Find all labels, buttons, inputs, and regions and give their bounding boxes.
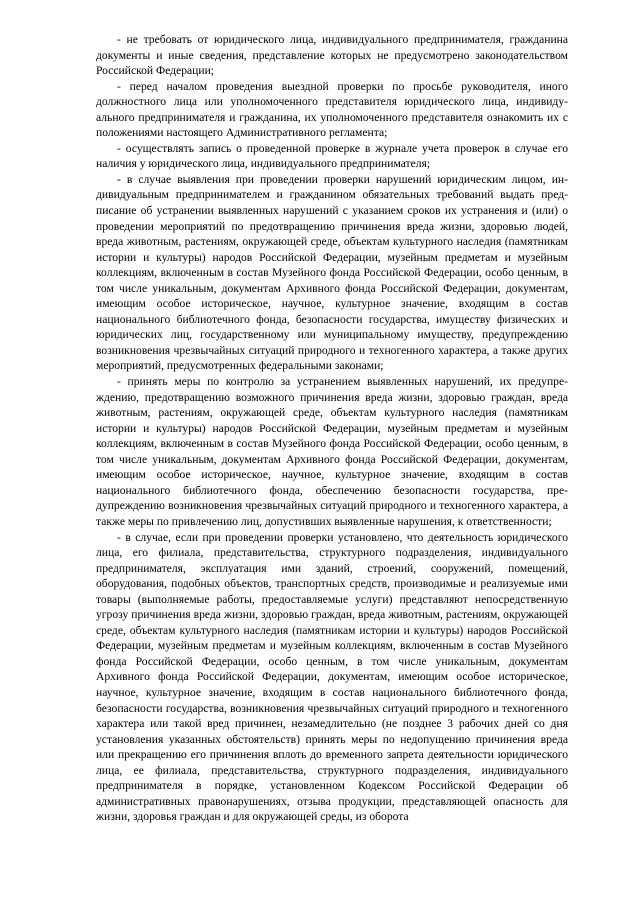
paragraph-no-extra-documents: - не требовать от юридического лица, индивидуального предпринимателя, гражданина документы и иные сведения, представление которых не предусмотрено законодательством Российской Федерации; [96, 33, 568, 78]
paragraph-inspection-log: - осуществлять запись о проведенной проверке в журнале учета проверок в случае его наличия у юридического лица, индивидуального предпринимателя; [96, 141, 568, 171]
paragraph-issue-order: - в случае выявления при проведении проверки нарушений юридическим лицом, индивидуальным предпринимателем и гражданином обязательных требований выдать предписание об устранении выявленных нарушений с указанием сроков их устранения и (или) о проведении мероприятий по предотвращению причинения вреда жизни, здоровью людей, вреда животным, растениям, окружающей среде, объектам культурного наследия (памятникам истории и культуры) народов Российской Федерации, музейным предметам и музейным коллекциям, включенным в состав Музейного фонда Российской Федерации, особо ценным, в том числе уникальным, документам Архивного фонда Российской Федерации, документам, имеющим особое историческое, научное, культурное значение, входящим в состав национального библиотечного фонда, безопасности государства, имуществу физических и юридических лиц, государственному или муниципальному имуществу, предупреждению возникновения чрезвычайных ситуаций природного и техногенного характера, а также других мероприятий, предусмотренных федеральными законами; [96, 172, 568, 373]
document-page [96, 32, 568, 825]
paragraph-familiarize-regulation: - перед началом проведения выездной проверки по просьбе руководителя, иного должностного лица или уполномоченного представителя юридического лица, индивидуального предпринимателя и гражданина, их уполномоченного представителя ознакомить их с положениями настоящего Административного регламента; [96, 79, 568, 140]
paragraph-immediate-threat: - в случае, если при проведении проверки установлено, что деятельность юридического лица, его филиала, представительства, структурного подразделения, индивидуального предпринимателя, эксплуатация ими зданий, строений, сооружений, помещений, оборудования, подобных объектов, транспортных средств, производимые и реализуемые ими товары (выполняемые работы, предоставляемые услуги) представляют непосредственную угрозу причинения вреда жизни, здоровью граждан, вреда животным, растениям, окружающей среде, объектам культурного наследия (памятникам истории и культуры) народов Российской Федерации, музейным предметам и музейным коллекциям, включенным в состав Музейного фонда Российской Федерации, особо ценным, в том числе уникальным, документам Архивного фонда Российской Федерации, документам, имеющим особое историческое, научное, культурное значение, входящим в состав национального библиотечного фонда, безопасности государства, возникновения чрезвычайных ситуаций природного и техногенного характера или такой вред причинен, незамедлительно (не позднее 3 рабочих дней со дня установления указанных обстоятельств) принять меры по недопущению причинения вреда или прекращению его причинения вплоть до временного запрета деятельности юридического лица, ее филиала, представительства, структурного подразделения, индивидуального предпринимателя в порядке, установленном Кодексом Российской Федерации об административных правонарушениях, отзыва продукции, представляющей опасность для жизни, здоровья граждан и для окружающей среды, из оборота [96, 530, 568, 824]
paragraph-control-measures: - принять меры по контролю за устранением выявленных нарушений, их предупреждению, предотвращению возможного причинения вреда жизни, здоровью граждан, вреда животным, растениям, окружающей среде, объектам культурного наследия (памятникам истории и культуры) народов Российской Федерации, музейным предметам и музейным коллекциям, включенным в состав Музейного фонда Российской Федерации, особо ценным, в том числе уникальным, документам Архивного фонда Российской Федерации, документам, имеющим особое историческое, научное, культурное значение, входящим в состав национального библиотечного фонда, обеспечению безопасности государства, предупреждению возникновения чрезвычайных ситуаций природного и техногенного характера, а также меры по привлечению лиц, допустивших выявленные нарушения, к ответственности; [96, 375, 568, 528]
